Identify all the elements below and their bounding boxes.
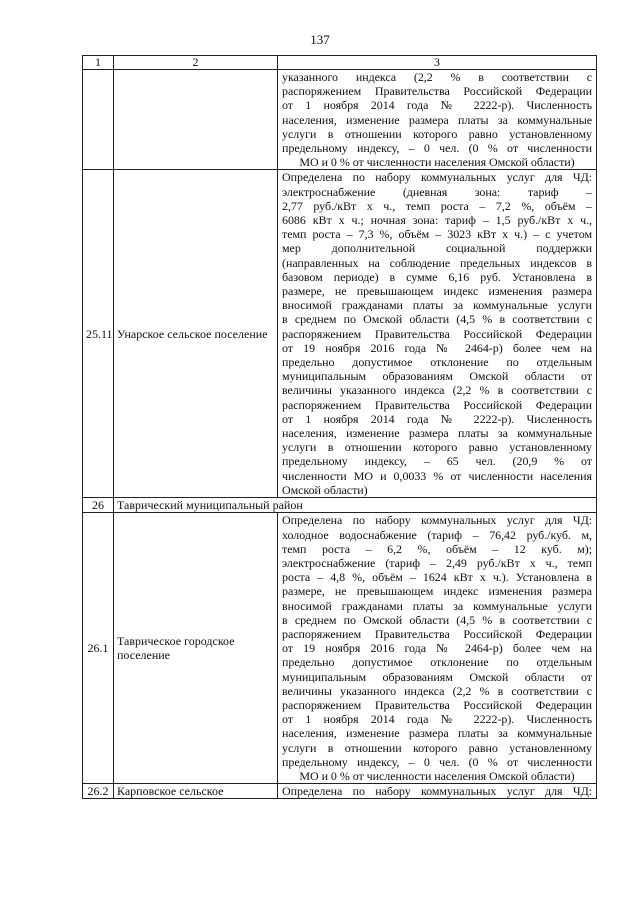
settlement-name: Карповское сельское [114, 784, 278, 799]
header-col-2: 2 [114, 56, 278, 70]
row-description [278, 513, 597, 784]
district-row [83, 498, 597, 513]
header-col-3: 3 [278, 56, 597, 70]
desc-line: 2,77 руб./кВт х ч., темп роста – 7,2 %, объём – [282, 198, 592, 213]
desc-line: в среднем по Омской области (4,5 % в соответствии с [282, 312, 592, 327]
desc-line: Определена по набору коммунальных услуг для ЧД: [282, 513, 592, 528]
desc-line: электроснабжение (дневная зона: тариф – [282, 184, 592, 199]
district-name: Таврический муниципальный район [114, 498, 597, 513]
desc-line: муниципальным образованиям Омской области от [282, 669, 592, 684]
page-number: 137 [310, 32, 330, 47]
desc-line: предельно допустимое отклонение по отдельным [282, 355, 592, 370]
desc-line: от 19 ноября 2016 года № 2464-р) более чем на [282, 641, 592, 656]
row-number: 25.11 [83, 170, 114, 498]
table-row [83, 70, 597, 170]
desc-line: распоряжением Правительства Российской Федерации [282, 326, 592, 341]
district-number: 26 [83, 498, 114, 513]
desc-line: величины указанного индекса (2,2 % в соответствии с [282, 383, 592, 398]
desc-line: распоряжением Правительства Российской Федерации [282, 697, 592, 712]
desc-line: базовом периоде) в сумме 6,16 руб. Установлена в [282, 269, 592, 284]
desc-line: размере, не превышающем индекс изменения размера [282, 584, 592, 599]
desc-line: размере, не превышающем индекс изменения размера [282, 284, 592, 299]
table-header-row [83, 56, 597, 70]
table-row [83, 784, 597, 799]
desc-line: холодное водоснабжение (тариф – 76,42 руб./куб. м, [282, 527, 592, 542]
settlement-name: Унарское сельское поселение [114, 170, 278, 498]
desc-line: распоряжением Правительства Российской Федерации [282, 626, 592, 641]
desc-line: (направленных на соблюдение предельных индексов в [282, 255, 592, 270]
desc-line: электроснабжение (тариф – 2,49 руб./кВт х ч., темп [282, 555, 592, 570]
desc-line: от 1 ноября 2014 года № 2222-р). Численность [282, 411, 592, 426]
row-description [278, 784, 597, 799]
data-table [82, 55, 597, 799]
desc-line: от 1 ноября 2014 года № 2222-р). Численность [282, 98, 592, 113]
desc-line: предельному индексу, – 65 чел. (20,9 % от [282, 454, 592, 469]
table-row [83, 170, 597, 498]
row-number [83, 70, 114, 170]
settlement-name [114, 70, 278, 170]
desc-line: предельно допустимое отклонение по отдельным [282, 655, 592, 670]
desc-line: Омской области) [282, 482, 368, 497]
row-number: 26.2 [83, 784, 114, 799]
desc-line: МО и 0 % от численности населения Омской области) [299, 768, 575, 783]
desc-line: 6086 кВт х ч.; ночная зона: тариф – 1,5 руб./кВт х ч., [282, 213, 592, 228]
desc-line: вносимой гражданами платы за коммунальные услуги [282, 598, 592, 613]
desc-line: МО и 0 % от численности населения Омской области) [299, 155, 575, 170]
desc-line: Определена по набору коммунальных услуг для ЧД: [282, 170, 592, 185]
desc-line: предельному индексу, – 0 чел. (0 % от численности [282, 754, 592, 769]
desc-line: вносимой гражданами платы за коммунальные услуги [282, 298, 592, 313]
desc-line: численности МО и 0,0033 % от численности населения [282, 468, 592, 483]
desc-line: услуги в отношении которого равно установленному [282, 126, 592, 141]
desc-line: населения, изменение размера платы за коммунальные [282, 426, 592, 441]
desc-line: указанного индекса (2,2 % в соответствии с [282, 70, 592, 84]
desc-line: роста – 4,8 %, объём – 1624 кВт х ч.). Установлена в [282, 570, 592, 585]
desc-line: в среднем по Омской области (4,5 % в соответствии с [282, 612, 592, 627]
desc-line: предельному индексу, – 0 чел. (0 % от численности [282, 141, 592, 156]
desc-line: от 1 ноября 2014 года № 2222-р). Численность [282, 712, 592, 727]
desc-line: распоряжением Правительства Российской Федерации [282, 397, 592, 412]
desc-line: величины указанного индекса (2,2 % в соответствии с [282, 683, 592, 698]
row-description [278, 170, 597, 498]
settlement-name: Таврическое городское поселение [114, 513, 278, 784]
desc-line: мер дополнительной социальной поддержки [282, 241, 592, 256]
desc-line: населения, изменение размера платы за коммунальные [282, 726, 592, 741]
desc-line: от 19 ноября 2016 года № 2464-р) более чем на [282, 340, 592, 355]
desc-line: распоряжением Правительства Российской Федерации [282, 84, 592, 99]
table-row [83, 513, 597, 784]
desc-line: населения, изменение размера платы за коммунальные [282, 112, 592, 127]
desc-line: муниципальным образованиям Омской области от [282, 369, 592, 384]
header-col-1: 1 [83, 56, 114, 70]
row-number: 26.1 [83, 513, 114, 784]
row-description [278, 70, 597, 170]
desc-line: темп роста – 7,3 %, объём – 3023 кВт х ч.) – с учетом [282, 227, 592, 242]
desc-line: услуги в отношении которого равно установленному [282, 440, 592, 455]
desc-line: Определена по набору коммунальных услуг для ЧД: [282, 784, 592, 799]
desc-line: услуги в отношении которого равно установленному [282, 740, 592, 755]
desc-line: темп роста – 6,2 %, объём – 12 куб. м); [282, 541, 592, 556]
